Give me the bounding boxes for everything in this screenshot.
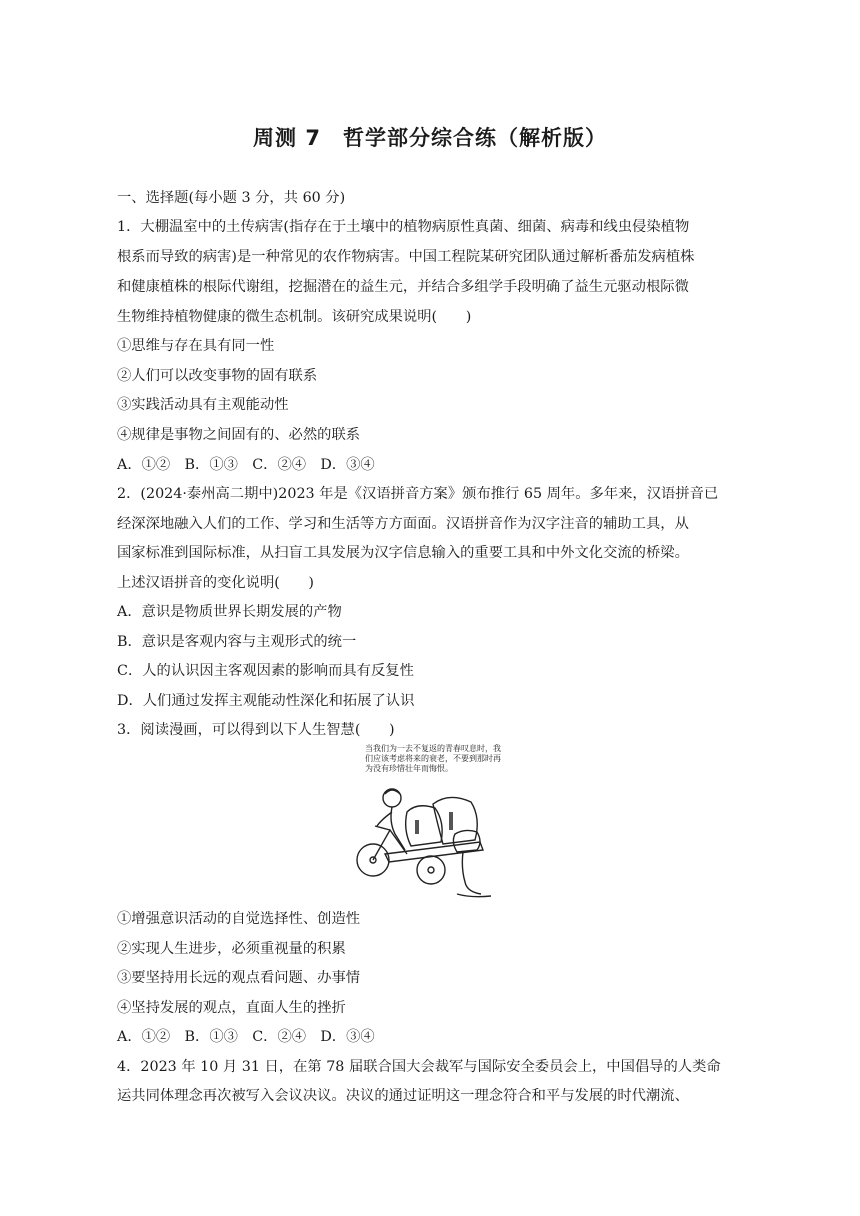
q1-stem-line: 和健康植株的根际代谢组，挖掘潜在的益生元，并结合多组学手段明确了益生元驱动根际微 — [117, 279, 689, 295]
q1-answer-choices: A．①② B．①③ C．②④ D．③④ — [117, 457, 375, 473]
q2-option: C．人的认识因主客观因素的影响而具有反复性 — [117, 663, 414, 679]
q2-stem-line: 国家标准到国际标准，从扫盲工具发展为汉字信息输入的重要工具和中外文化交流的桥梁。 — [117, 545, 689, 561]
q1-option: ①思维与存在具有同一性 — [117, 338, 275, 354]
q2-option: A．意识是物质世界长期发展的产物 — [117, 604, 342, 620]
q3-option: ③要坚持用长远的观点看问题、办事情 — [117, 970, 361, 986]
document-title: 周测 7 哲学部分综合练（解析版） — [253, 126, 607, 150]
comic-drawing — [345, 742, 505, 902]
q2-option: B．意识是客观内容与主观形式的统一 — [117, 634, 357, 650]
comic-caption: 当我们为一去不复返的青春叹息时，我们应该考虑将来的衰老，不要到那时再为没有珍惜壮年而悔恨。 — [365, 744, 501, 773]
q1-stem-line: 根系而导致的病害)是一种常见的农作物病害。中国工程院某研究团队通过解析番茄发病植株 — [117, 249, 695, 265]
q1-option: ④规律是事物之间固有的、必然的联系 — [117, 427, 361, 443]
q3-stem: 3．阅读漫画，可以得到以下人生智慧( ) — [117, 722, 395, 738]
q3-option: ①增强意识活动的自觉选择性、创造性 — [117, 911, 361, 927]
q2-option: D．人们通过发挥主观能动性深化和拓展了认识 — [117, 693, 415, 709]
q1-option: ③实践活动具有主观能动性 — [117, 397, 289, 413]
q1-stem-line: 1．大棚温室中的土传病害(指存在于土壤中的植物病原性真菌、细菌、病毒和线虫侵染植物 — [117, 219, 690, 235]
q4-stem-line: 运共同体理念再次被写入会议决议。决议的通过证明这一理念符合和平与发展的时代潮流、 — [117, 1088, 689, 1104]
q2-stem-line: 经深深地融入人们的工作、学习和生活等方方面面。汉语拼音作为汉字注音的辅助工具，从 — [117, 516, 689, 532]
q3-option: ④坚持发展的观点，直面人生的挫折 — [117, 1000, 346, 1016]
q1-stem-line: 生物维持植物健康的微生态机制。该研究成果说明( ) — [117, 309, 472, 325]
q2-stem-line: 2．(2024·泰州高二期中)2023 年是《汉语拼音方案》颁布推行 65 周年。多年来，汉语拼音已 — [117, 486, 719, 502]
q4-stem-line: 4．2023 年 10 月 31 日，在第 78 届联合国大会裁军与国际安全委员会上，中国倡导的人类命 — [117, 1059, 721, 1075]
q3-option: ②实现人生进步，必须重视量的积累 — [117, 941, 346, 957]
comic-illustration — [345, 742, 505, 902]
q1-option: ②人们可以改变事物的固有联系 — [117, 368, 318, 384]
q2-stem-line: 上述汉语拼音的变化说明( ) — [117, 575, 315, 591]
section-heading: 一、选择题(每小题 3 分，共 60 分) — [117, 190, 346, 206]
q3-answer-choices: A．①② B．①③ C．②④ D．③④ — [117, 1029, 375, 1045]
